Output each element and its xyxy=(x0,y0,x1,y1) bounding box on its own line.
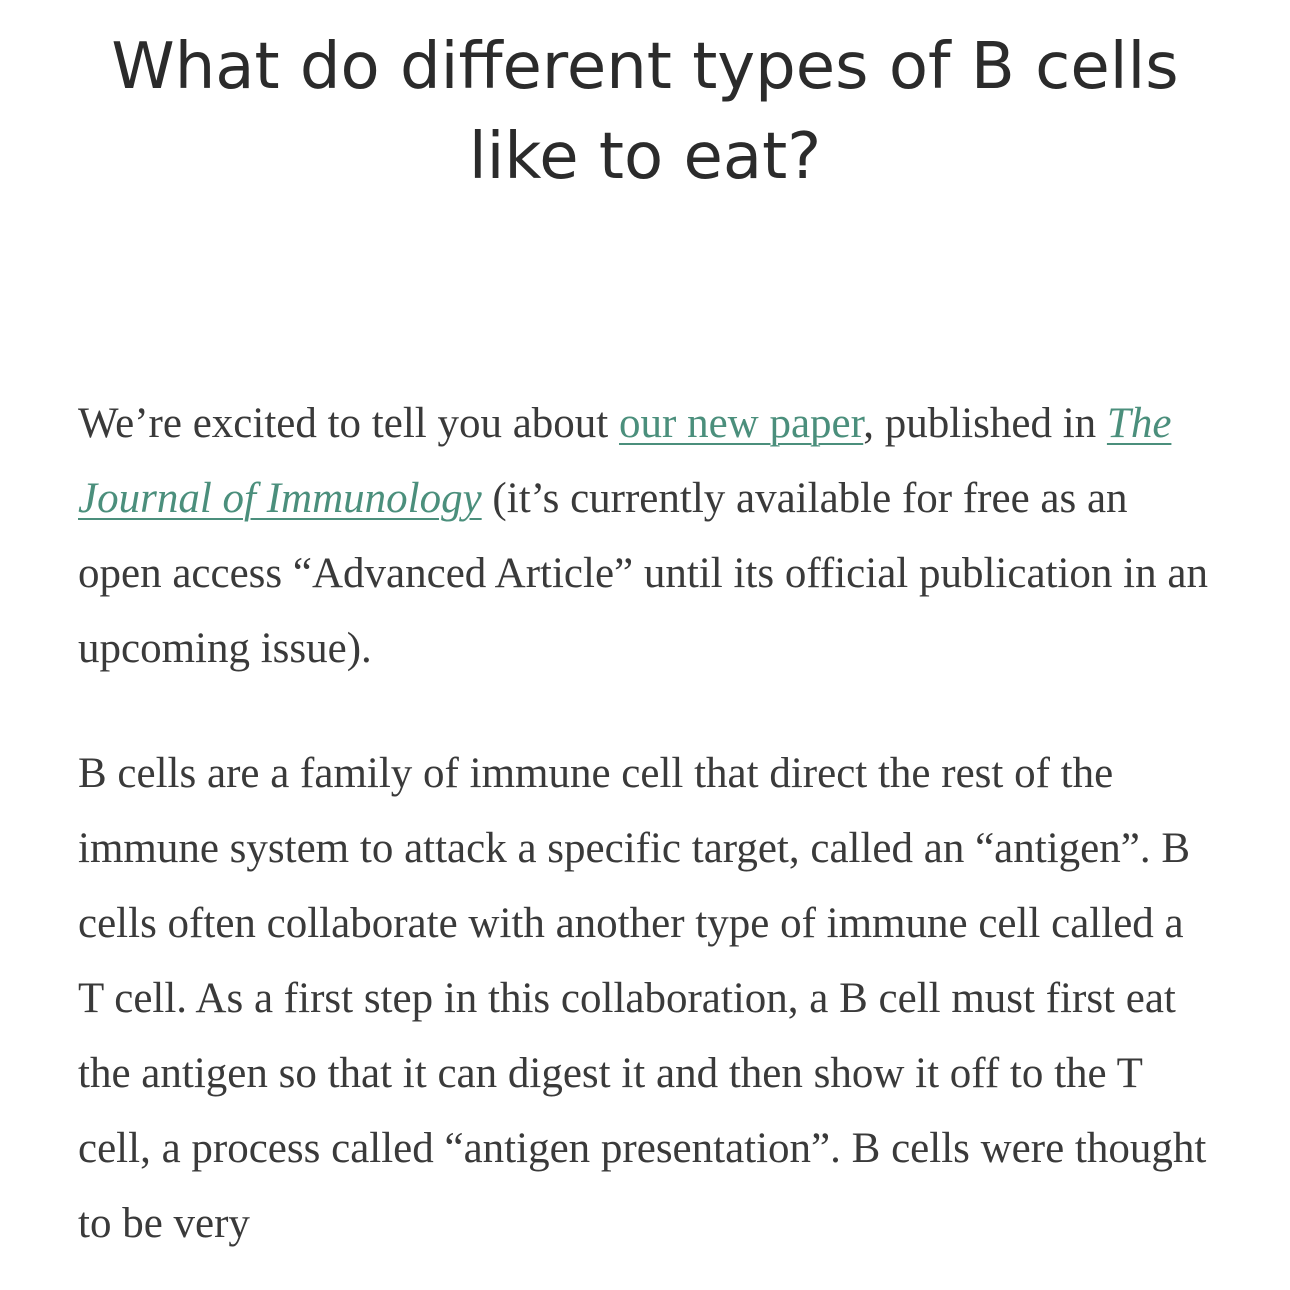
paragraph-intro xyxy=(78,386,1213,686)
paragraph-intro-text-c: (it’s currently available for free as an open access “Advanced Article” until its official publication in an upcoming issue). xyxy=(78,475,1208,672)
paper-link[interactable]: our new paper xyxy=(619,400,864,447)
paragraph-b-cells: B cells are a family of immune cell that direct the rest of the immune system to attack a specific target, called an “antigen”. B cells often collaborate with another type of immune cell called a T cell. As a first step in this collaboration, a B cell must first eat the antigen so that it can digest it and then show it off to the T cell, a process called “antigen presentation”. B cells were thought to be very xyxy=(78,750,1207,1247)
article-body xyxy=(78,386,1213,1290)
article-title: What do different types of B cells like to eat? xyxy=(111,30,1179,194)
paragraph-intro-text-b: , published in xyxy=(863,400,1107,447)
journal-link[interactable]: The Journal of Immunology xyxy=(78,400,1172,522)
paragraph-intro-text-a: We’re excited to tell you about xyxy=(78,400,620,447)
